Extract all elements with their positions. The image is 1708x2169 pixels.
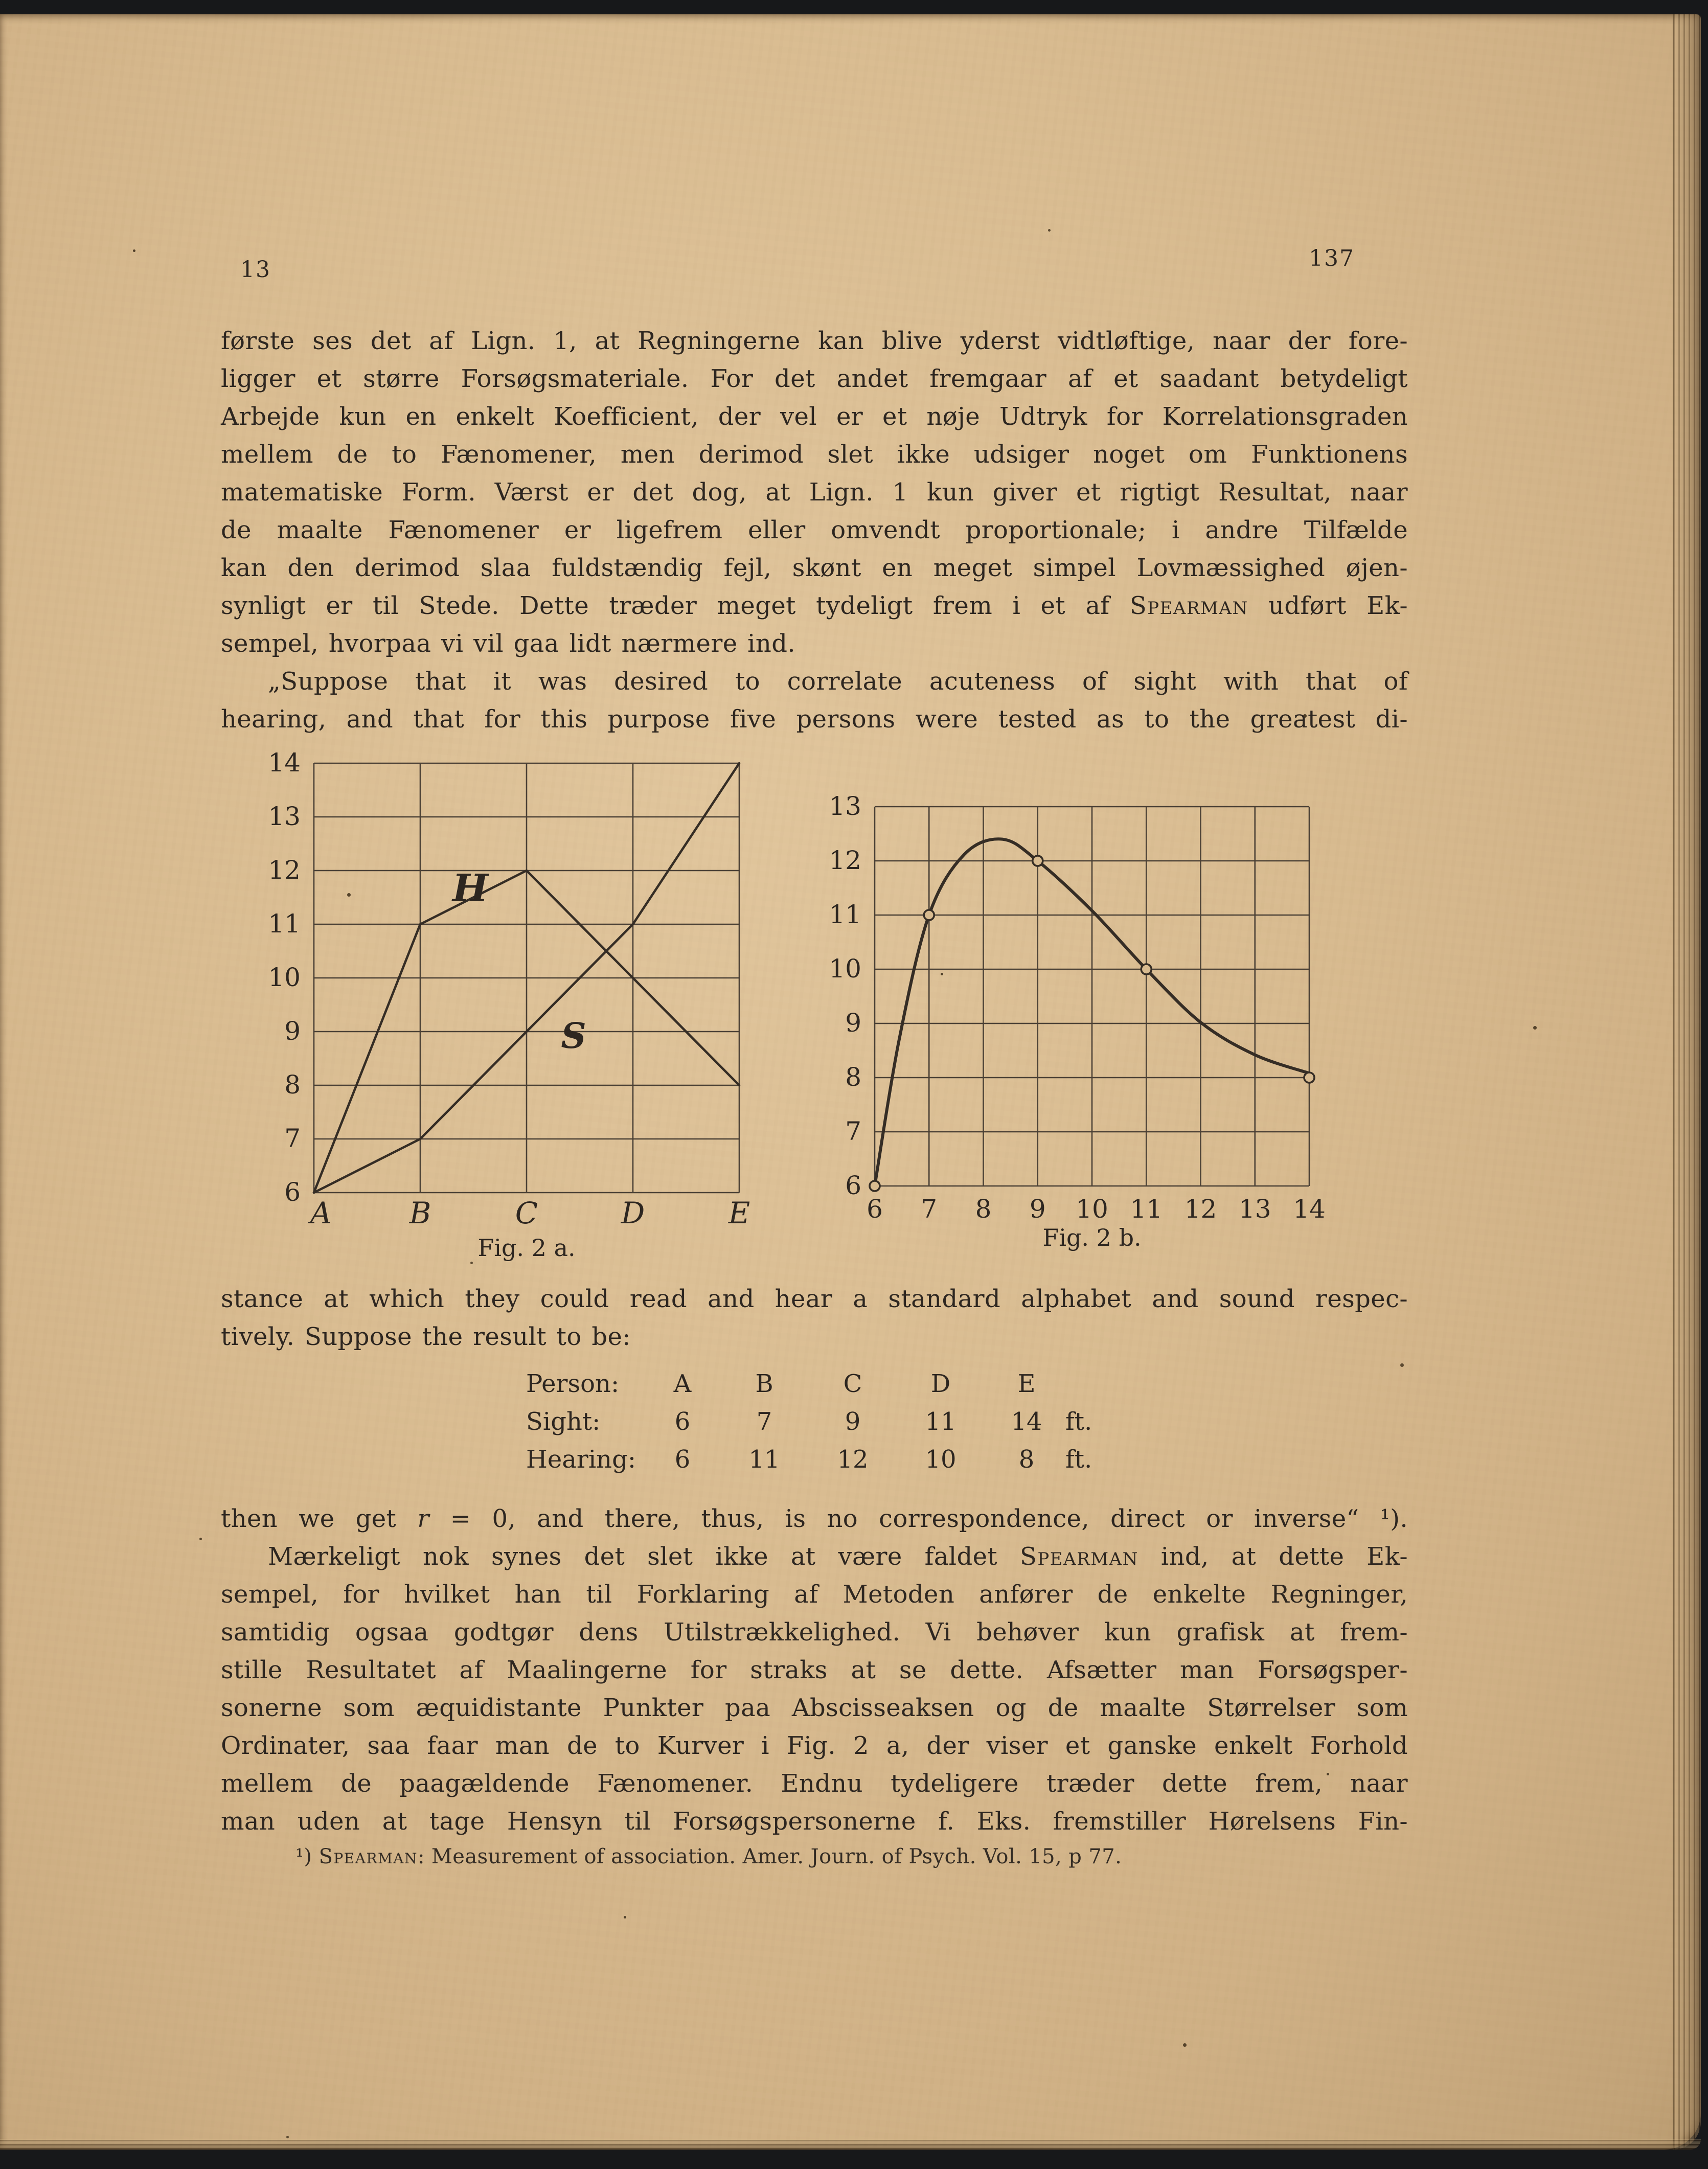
paragraph-danish-discussion bbox=[221, 1538, 1408, 1840]
page-edge-right bbox=[1673, 14, 1701, 2150]
fig2a-y-tick-label: 12 bbox=[268, 855, 301, 885]
fig2b-y-tick-label: 11 bbox=[829, 900, 861, 929]
text-line: kan den derimod slaa fuldstændig fejl, skønt en meget simpel Lovmæssighed øjen- bbox=[221, 554, 1408, 582]
fig2b-y-tick-label: 12 bbox=[829, 846, 861, 875]
paper-speckles bbox=[133, 249, 135, 252]
table-row bbox=[221, 1365, 1408, 1403]
text-line: synligt er til Stede. Dette træder meget tydeligt frem i et af Spearman udført Ek- bbox=[221, 591, 1408, 620]
fig2a-y-tick-label: 14 bbox=[268, 748, 301, 778]
text-line: mellem de to Fænomener, men derimod slet ikke udsiger noget om Funktionens bbox=[221, 440, 1408, 469]
text-line: sempel, for hvilket han til Forklaring af Metoden anfører de enkelte Regninger, bbox=[221, 1580, 1408, 1609]
figure-2a-caption: Fig. 2 a. bbox=[477, 1234, 576, 1262]
fig2b-y-tick-label: 7 bbox=[845, 1116, 861, 1146]
table-row-label: Person: bbox=[526, 1369, 620, 1398]
fig2b-x-tick-label: 9 bbox=[1029, 1194, 1046, 1224]
fig2b-data-point-marker bbox=[1033, 856, 1043, 866]
text-line: samtidig ogsaa godtgør dens Utilstrækkelighed. Vi behøver kun grafisk at frem- bbox=[221, 1618, 1408, 1647]
fig2b-x-tick-label: 7 bbox=[921, 1194, 938, 1224]
fig2b-data-point-marker bbox=[924, 910, 934, 920]
table-cell: 9 bbox=[845, 1407, 861, 1436]
text-line: matematiske Form. Værst er det dog, at Lign. 1 kun giver et rigtigt Resultat, naar bbox=[221, 478, 1408, 507]
fig2a-x-tick-label: D bbox=[621, 1196, 645, 1230]
table-row-label: Hearing: bbox=[526, 1445, 636, 1474]
text-line: man uden at tage Hensyn til Forsøgspersonerne f. Eks. fremstiller Hørelsens Fin- bbox=[221, 1807, 1408, 1836]
fig2b-y-tick-label: 10 bbox=[829, 954, 861, 984]
table-row bbox=[221, 1403, 1408, 1441]
paragraph-quote-english-2 bbox=[221, 1280, 1408, 1356]
text-line: mellem de paagældende Fænomener. Endnu tydeligere træder dette frem, naar bbox=[221, 1769, 1408, 1798]
fig2a-x-tick-label: C bbox=[515, 1196, 538, 1230]
table-cell: E bbox=[1017, 1369, 1036, 1398]
text-line: Ordinater, saa faar man de to Kurver i Fig. 2 a, der viser et ganske enkelt Forhold bbox=[221, 1731, 1408, 1760]
fig2a-y-tick-label: 8 bbox=[284, 1070, 301, 1100]
text-line: sempel, hvorpaa vi vil gaa lidt nærmere ind. bbox=[221, 629, 796, 658]
paragraph-quote-english-3 bbox=[221, 1500, 1408, 1538]
table-cell: 11 bbox=[748, 1445, 780, 1474]
text-line: stance at which they could read and hear a standard alphabet and sound respec- bbox=[221, 1285, 1408, 1313]
fig2b-grid bbox=[875, 807, 1309, 1186]
fig2b-x-tick-label: 10 bbox=[1076, 1194, 1108, 1224]
fig2b-y-tick-label: 8 bbox=[845, 1062, 861, 1092]
page-number-right: 137 bbox=[1309, 245, 1355, 271]
table-cell: C bbox=[843, 1369, 862, 1398]
paragraph-danish-intro bbox=[221, 322, 1408, 663]
text-line: sonerne som æquidistante Punkter paa Abscisseaksen og de maalte Størrelser som bbox=[221, 1694, 1408, 1722]
table-cell: 7 bbox=[756, 1407, 772, 1436]
table-cell: 8 bbox=[1018, 1445, 1035, 1474]
text-line: ligger et større Forsøgsmateriale. For det andet fremgaar af et saadant betydeligt bbox=[221, 364, 1408, 393]
paragraph-quote-english-1 bbox=[221, 663, 1408, 738]
figure-2b-chart bbox=[818, 745, 1421, 1257]
fig2b-x-tick-label: 14 bbox=[1293, 1194, 1326, 1224]
fig2a-y-tick-label: 13 bbox=[268, 802, 301, 831]
fig2a-x-tick-label: E bbox=[728, 1196, 750, 1230]
fig2a-y-tick-label: 10 bbox=[268, 963, 301, 992]
table-unit: ft. bbox=[1065, 1407, 1092, 1436]
fig2b-data-point-marker bbox=[870, 1181, 880, 1191]
measurement-table bbox=[221, 1365, 1408, 1478]
footnote-spearman-reference bbox=[221, 1842, 1408, 1871]
fig2b-data-point-marker bbox=[1304, 1072, 1314, 1083]
fig2a-hearing-curve-label: H bbox=[452, 866, 488, 910]
table-row bbox=[221, 1441, 1408, 1478]
fig2a-y-tick-label: 7 bbox=[284, 1124, 301, 1153]
text-line: „Suppose that it was desired to correlate acuteness of sight with that of bbox=[268, 667, 1408, 696]
fig2b-y-tick-label: 13 bbox=[829, 791, 861, 821]
fig2a-y-tick-label: 11 bbox=[268, 909, 301, 939]
fig2b-x-tick-label: 13 bbox=[1238, 1194, 1271, 1224]
text-line: stille Resultatet af Maalingerne for straks at se dette. Afsætter man Forsøgsper- bbox=[221, 1656, 1408, 1684]
page-number-left: 13 bbox=[240, 257, 271, 283]
fig2b-x-tick-label: 11 bbox=[1130, 1194, 1163, 1224]
fig2b-x-tick-label: 6 bbox=[867, 1194, 883, 1224]
text-line: Arbejde kun en enkelt Koefficient, der vel er et nøje Udtryk for Korrelationsgraden bbox=[221, 402, 1408, 431]
table-cell: 6 bbox=[674, 1407, 691, 1436]
text-line: de maalte Fænomener er ligefrem eller omvendt proportionale; i andre Tilfælde bbox=[221, 516, 1408, 544]
text-line: then we get r = 0, and there, thus, is no correspondence, direct or inverse“ ¹). bbox=[221, 1504, 1408, 1533]
table-cell: 14 bbox=[1011, 1407, 1042, 1436]
text-line: Mærkeligt nok synes det slet ikke at være faldet Spearman ind, at dette Ek- bbox=[268, 1542, 1408, 1571]
fig2b-data-point-marker bbox=[1141, 964, 1151, 974]
text-line: hearing, and that for this purpose five persons were tested as to the greatest di- bbox=[221, 705, 1408, 734]
fig2a-x-tick-label: A bbox=[310, 1196, 332, 1230]
text-line: første ses det af Lign. 1, at Regningerne kan blive yderst vidtløftige, naar der fore- bbox=[221, 327, 1408, 355]
fig2b-x-tick-label: 12 bbox=[1184, 1194, 1217, 1224]
table-cell: D bbox=[930, 1369, 951, 1398]
text-line: tively. Suppose the result to be: bbox=[221, 1322, 631, 1351]
fig2a-y-tick-label: 9 bbox=[284, 1016, 301, 1046]
table-cell: A bbox=[673, 1369, 692, 1398]
fig2b-y-tick-label: 9 bbox=[845, 1008, 861, 1038]
table-unit: ft. bbox=[1065, 1445, 1092, 1474]
fig2a-x-tick-label: B bbox=[409, 1196, 431, 1230]
table-row-label: Sight: bbox=[526, 1407, 601, 1436]
table-cell: 10 bbox=[925, 1445, 957, 1474]
fig2b-x-tick-label: 8 bbox=[975, 1194, 992, 1224]
fig2a-sight-curve-label: S bbox=[561, 1016, 586, 1057]
table-cell: B bbox=[755, 1369, 773, 1398]
table-cell: 12 bbox=[837, 1445, 869, 1474]
fig2a-grid bbox=[314, 763, 739, 1193]
book-page bbox=[0, 14, 1701, 2150]
figure-2b-caption: Fig. 2 b. bbox=[1042, 1224, 1142, 1251]
fig2b-y-tick-label: 6 bbox=[845, 1171, 861, 1200]
table-cell: 6 bbox=[674, 1445, 691, 1474]
table-cell: 11 bbox=[925, 1407, 957, 1436]
text-line: ¹) Spearman: Measurement of association. Amer. Journ. of Psych. Vol. 15, p 77. bbox=[295, 1845, 1122, 1868]
page-edge-bottom bbox=[0, 2139, 1701, 2150]
figure-2a-chart bbox=[268, 735, 838, 1251]
fig2a-y-tick-label: 6 bbox=[284, 1177, 301, 1207]
